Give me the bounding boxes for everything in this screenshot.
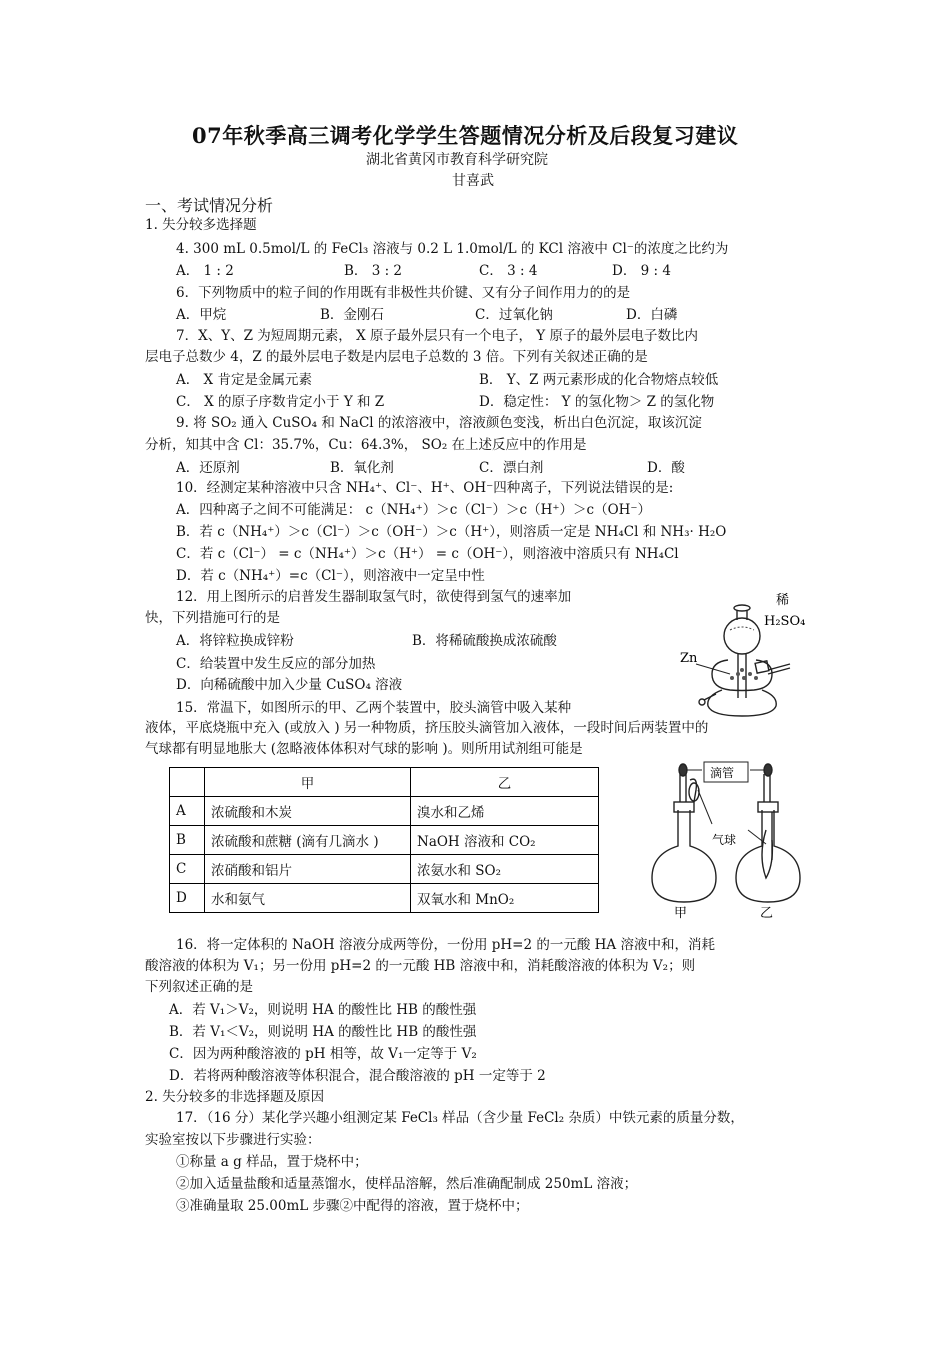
table-cell: 双氧水和 MnO₂ [411, 884, 599, 913]
table-row [170, 855, 599, 884]
table-cell: NaOH 溶液和 CO₂ [411, 826, 599, 855]
table-cell: 水和氨气 [205, 884, 411, 913]
option: B．氧化剂 [330, 460, 394, 476]
table-cell: 浓硫酸和木炭 [205, 797, 411, 826]
option: A．四种离子之间不可能满足： c（NH₄⁺）＞c（Cl⁻）＞c（H⁺）＞c（OH⁻） [176, 502, 652, 518]
option: D．稳定性： Y 的氢化物＞ Z 的氢化物 [479, 394, 715, 410]
table-row [170, 826, 599, 855]
table-cell: C [170, 855, 205, 884]
option: D．白磷 [626, 307, 678, 323]
option: D．酸 [647, 460, 685, 476]
option: D．若将两种酸溶液等体积混合，混合酸溶液的 pH 一定等于 2 [169, 1068, 546, 1084]
question-9-cont: 分析，知其中含 Cl：35.7%，Cu：64.3%， SO₂ 在上述反应中的作用是 [145, 437, 587, 453]
step: ①称量 a g 样品，置于烧杯中； [176, 1154, 368, 1170]
dropper-label: 滴管 [710, 766, 735, 780]
subsection-heading: 2. 失分较多的非选择题及原因 [145, 1089, 325, 1105]
option: C．过氧化钠 [475, 307, 553, 323]
option: B． 3 : 2 [344, 263, 403, 279]
question-16-cont: 酸溶液的体积为 V₁；另一份用 pH=2 的一元酸 HB 溶液中和，消耗酸溶液的体积为 V₂；则 [145, 958, 696, 974]
table-row [170, 797, 599, 826]
option: A． X 肯定是金属元素 [176, 372, 312, 388]
section-heading: 一、考试情况分析 [145, 196, 274, 215]
option: A．将锌粒换成锌粉 [176, 633, 294, 649]
table-cell: 溴水和乙烯 [411, 797, 599, 826]
option: B．若 V₁＜V₂，则说明 HA 的酸性比 HB 的酸性强 [169, 1024, 477, 1040]
question-15-cont: 液体，平底烧瓶中充入 (或放入 ) 另一种物质，挤压胶头滴管加入液体，一段时间后两装置中的 [145, 720, 709, 736]
question-15-cont: 气球都有明显地胀大 (忽略液体体积对气球的影响 )。则所用试剂组可能是 [145, 741, 583, 757]
option: A． 1 : 2 [176, 263, 234, 279]
table-header-cell [170, 768, 205, 797]
table-cell: A [170, 797, 205, 826]
question-7-cont: 层电子总数少 4，Z 的最外层电子数是内层电子总数的 3 倍。下列有关叙述正确的是 [145, 349, 648, 365]
step: ③准确量取 25.00mL 步骤②中配得的溶液，置于烧杯中； [176, 1198, 529, 1214]
page-title: 07年秋季高三调考化学学生答题情况分析及后段复习建议 [192, 123, 739, 148]
author: 甘喜武 [452, 173, 494, 189]
option: B．将稀硫酸换成浓硫酸 [412, 633, 557, 649]
option: A．若 V₁＞V₂，则说明 HA 的酸性比 HB 的酸性强 [169, 1002, 477, 1018]
question-6: 6．下列物质中的粒子间的作用既有非极性共价键、又有分子间作用力的的是 [176, 285, 631, 301]
option: C．若 c（Cl⁻） = c（NH₄⁺）＞c（H⁺） = c（OH⁻），则溶液中溶质只有 NH₄Cl [176, 546, 679, 562]
acid-label: 稀 [776, 593, 790, 608]
kipp-generator-figure [672, 590, 822, 720]
flask-jia-label: 甲 [674, 906, 688, 920]
table-cell: B [170, 826, 205, 855]
table-row [170, 884, 599, 913]
question-7: 7．X、Y、Z 为短周期元素， X 原子最外层只有一个电子， Y 原子的最外层电子数比内 [176, 328, 698, 344]
question-17-cont: 实验室按以下步骤进行实验： [145, 1132, 321, 1148]
table-cell: 浓硫酸和蔗糖 (滴有几滴水 ) [205, 826, 411, 855]
option: D．向稀硫酸中加入少量 CuSO₄ 溶液 [176, 677, 403, 693]
reagent-table [169, 767, 599, 913]
option: B．若 c（NH₄⁺）＞c（Cl⁻）＞c（OH⁻）＞c（H⁺），则溶质一定是 NH₄Cl 和 NH₃· H₂O [176, 524, 727, 540]
subsection-heading: 1. 失分较多选择题 [145, 217, 257, 233]
table-cell: 浓氨水和 SO₂ [411, 855, 599, 884]
option: A．甲烷 [176, 307, 227, 323]
acid-formula: H₂SO₄ [764, 614, 806, 629]
question-9: 9. 将 SO₂ 通入 CuSO₄ 和 NaCl 的浓溶液中，溶液颜色变浅，析出白色沉淀，取该沉淀 [176, 415, 702, 431]
option: D．若 c（NH₄⁺）=c（Cl⁻），则溶液中一定呈中性 [176, 568, 485, 584]
balloon-label: 气球 [712, 833, 737, 847]
table-header-row [170, 768, 599, 797]
option: C． X 的原子序数肯定小于 Y 和 Z [176, 394, 385, 410]
institute: 湖北省黄冈市教育科学研究院 [366, 152, 548, 168]
option: C．漂白剂 [479, 460, 544, 476]
question-16-cont: 下列叙述正确的是 [145, 979, 253, 995]
step: ②加入适量盐酸和适量蒸馏水，使样品溶解，然后准确配制成 250mL 溶液； [176, 1176, 638, 1192]
option: C．因为两种酸溶液的 pH 相等，故 V₁一定等于 V₂ [169, 1046, 477, 1062]
option: D． 9 : 4 [612, 263, 671, 279]
option: C． 3 : 4 [479, 263, 538, 279]
table-cell: 浓硝酸和铝片 [205, 855, 411, 884]
question-15: 15．常温下，如图所示的甲、乙两个装置中，胶头滴管中吸入某种 [176, 700, 572, 716]
question-4: 4. 300 mL 0.5mol/L 的 FeCl₃ 溶液与 0.2 L 1.0mol/L 的 KCl 溶液中 Cl⁻的浓度之比约为 [176, 241, 729, 257]
option: B． Y、Z 两元素形成的化合物熔点较低 [479, 372, 719, 388]
table-cell: D [170, 884, 205, 913]
question-12: 12．用上图所示的启普发生器制取氢气时，欲使得到氢气的速率加 [176, 589, 572, 605]
table-header-cell: 乙 [411, 768, 599, 797]
flask-apparatus-figure [640, 760, 810, 920]
question-12-cont: 快，下列措施可行的是 [145, 610, 280, 626]
question-10: 10．经测定某种溶液中只含 NH₄⁺、Cl⁻、H⁺、OH⁻四种离子，下列说法错误的是: [176, 480, 674, 496]
flask-yi-label: 乙 [760, 906, 774, 920]
table-header-cell: 甲 [205, 768, 411, 797]
question-17: 17．（16 分）某化学兴趣小组测定某 FeCl₃ 样品（含少量 FeCl₂ 杂质）中铁元素的质量分数， [176, 1110, 744, 1126]
question-16: 16．将一定体积的 NaOH 溶液分成两等份，一份用 pH=2 的一元酸 HA 溶液中和，消耗 [176, 937, 715, 953]
option: C．给装置中发生反应的部分加热 [176, 656, 376, 672]
option: A．还原剂 [176, 460, 240, 476]
option: B．金刚石 [320, 307, 384, 323]
zinc-label: Zn [680, 651, 698, 666]
